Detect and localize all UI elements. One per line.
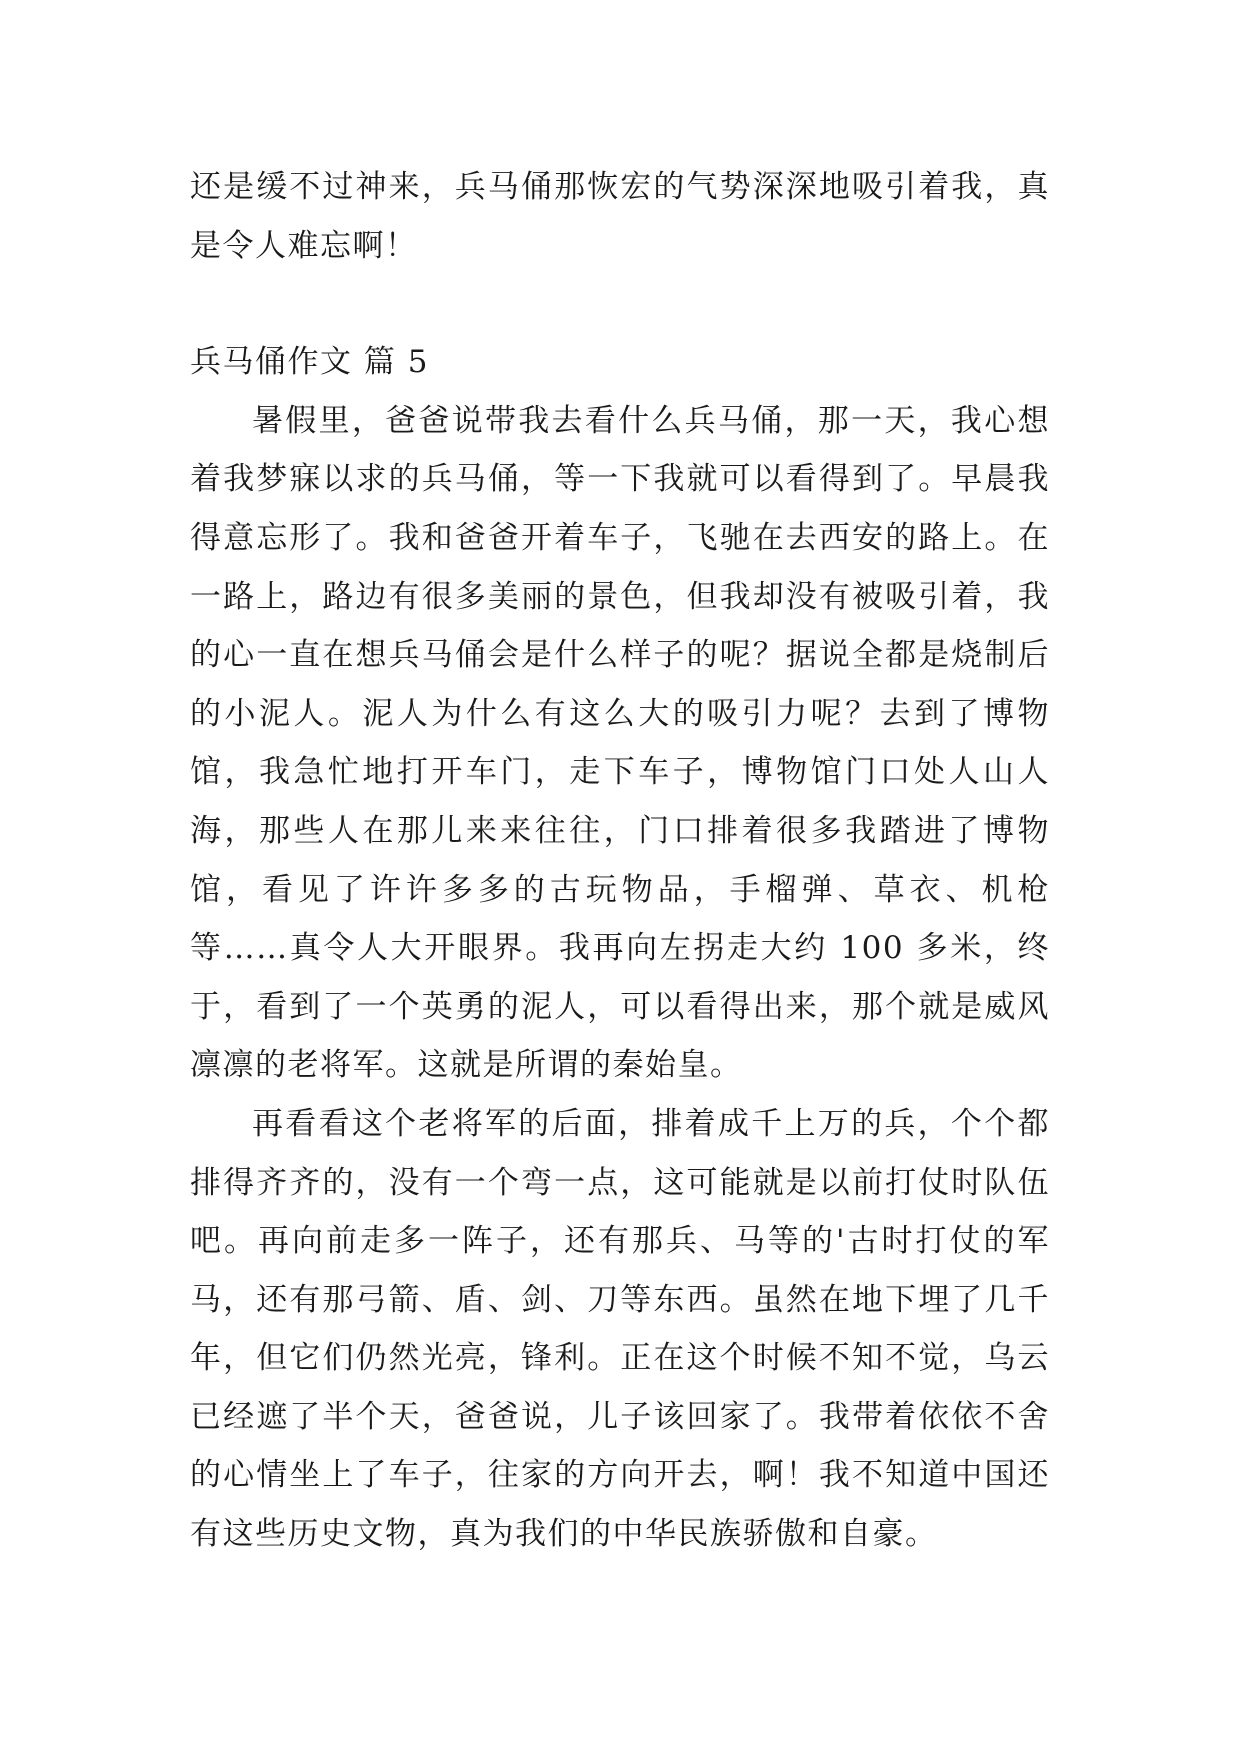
- section-heading: 兵马俑作文 篇 5: [190, 344, 429, 381]
- paragraph-1: 暑假里，爸爸说带我去看什么兵马俑，那一天，我心想着我梦寐以求的兵马俑，等一下我就可以看得到了。早晨我得意忘形了。我和爸爸开着车子，飞驰在去西安的路上。在一路上，路边有很多美丽的景色，但我却没有被吸引着，我的心一直在想兵马俑会是什么样子的呢？据说全都是烧制后的小泥人。泥人为什么有这么大的吸引力呢？去到了博物馆，我急忙地打开车门，走下车子，博物馆门口处人山人海，那些人在那儿来来往往，门口排着很多我踏进了博物馆，看见了许许多多的古玩物品，手榴弹、草衣、机枪等……真令人大开眼界。我再向左拐走大约 100 多米，终于，看到了一个英勇的泥人，可以看得出来，那个就是威风凛凛的老将军。这就是所谓的秦始皇。: [190, 402, 1050, 1084]
- document-body: [190, 158, 1050, 1564]
- paragraph-2: 再看看这个老将军的后面，排着成千上万的兵，个个都排得齐齐的，没有一个弯一点，这可能就是以前打仗时队伍吧。再向前走多一阵子，还有那兵、马等的'古时打仗的军马，还有那弓箭、盾、剑、刀等东西。虽然在地下埋了几千年，但它们仍然光亮，锋利。正在这个时候不知不觉，乌云已经遮了半个天，爸爸说，儿子该回家了。我带着依依不舍的心情坐上了车子，往家的方向开去，啊！我不知道中国还有这些历史文物，真为我们的中华民族骄傲和自豪。: [190, 1105, 1050, 1553]
- continued-paragraph: 还是缓不过神来，兵马俑那恢宏的气势深深地吸引着我，真是令人难忘啊！: [190, 169, 1050, 264]
